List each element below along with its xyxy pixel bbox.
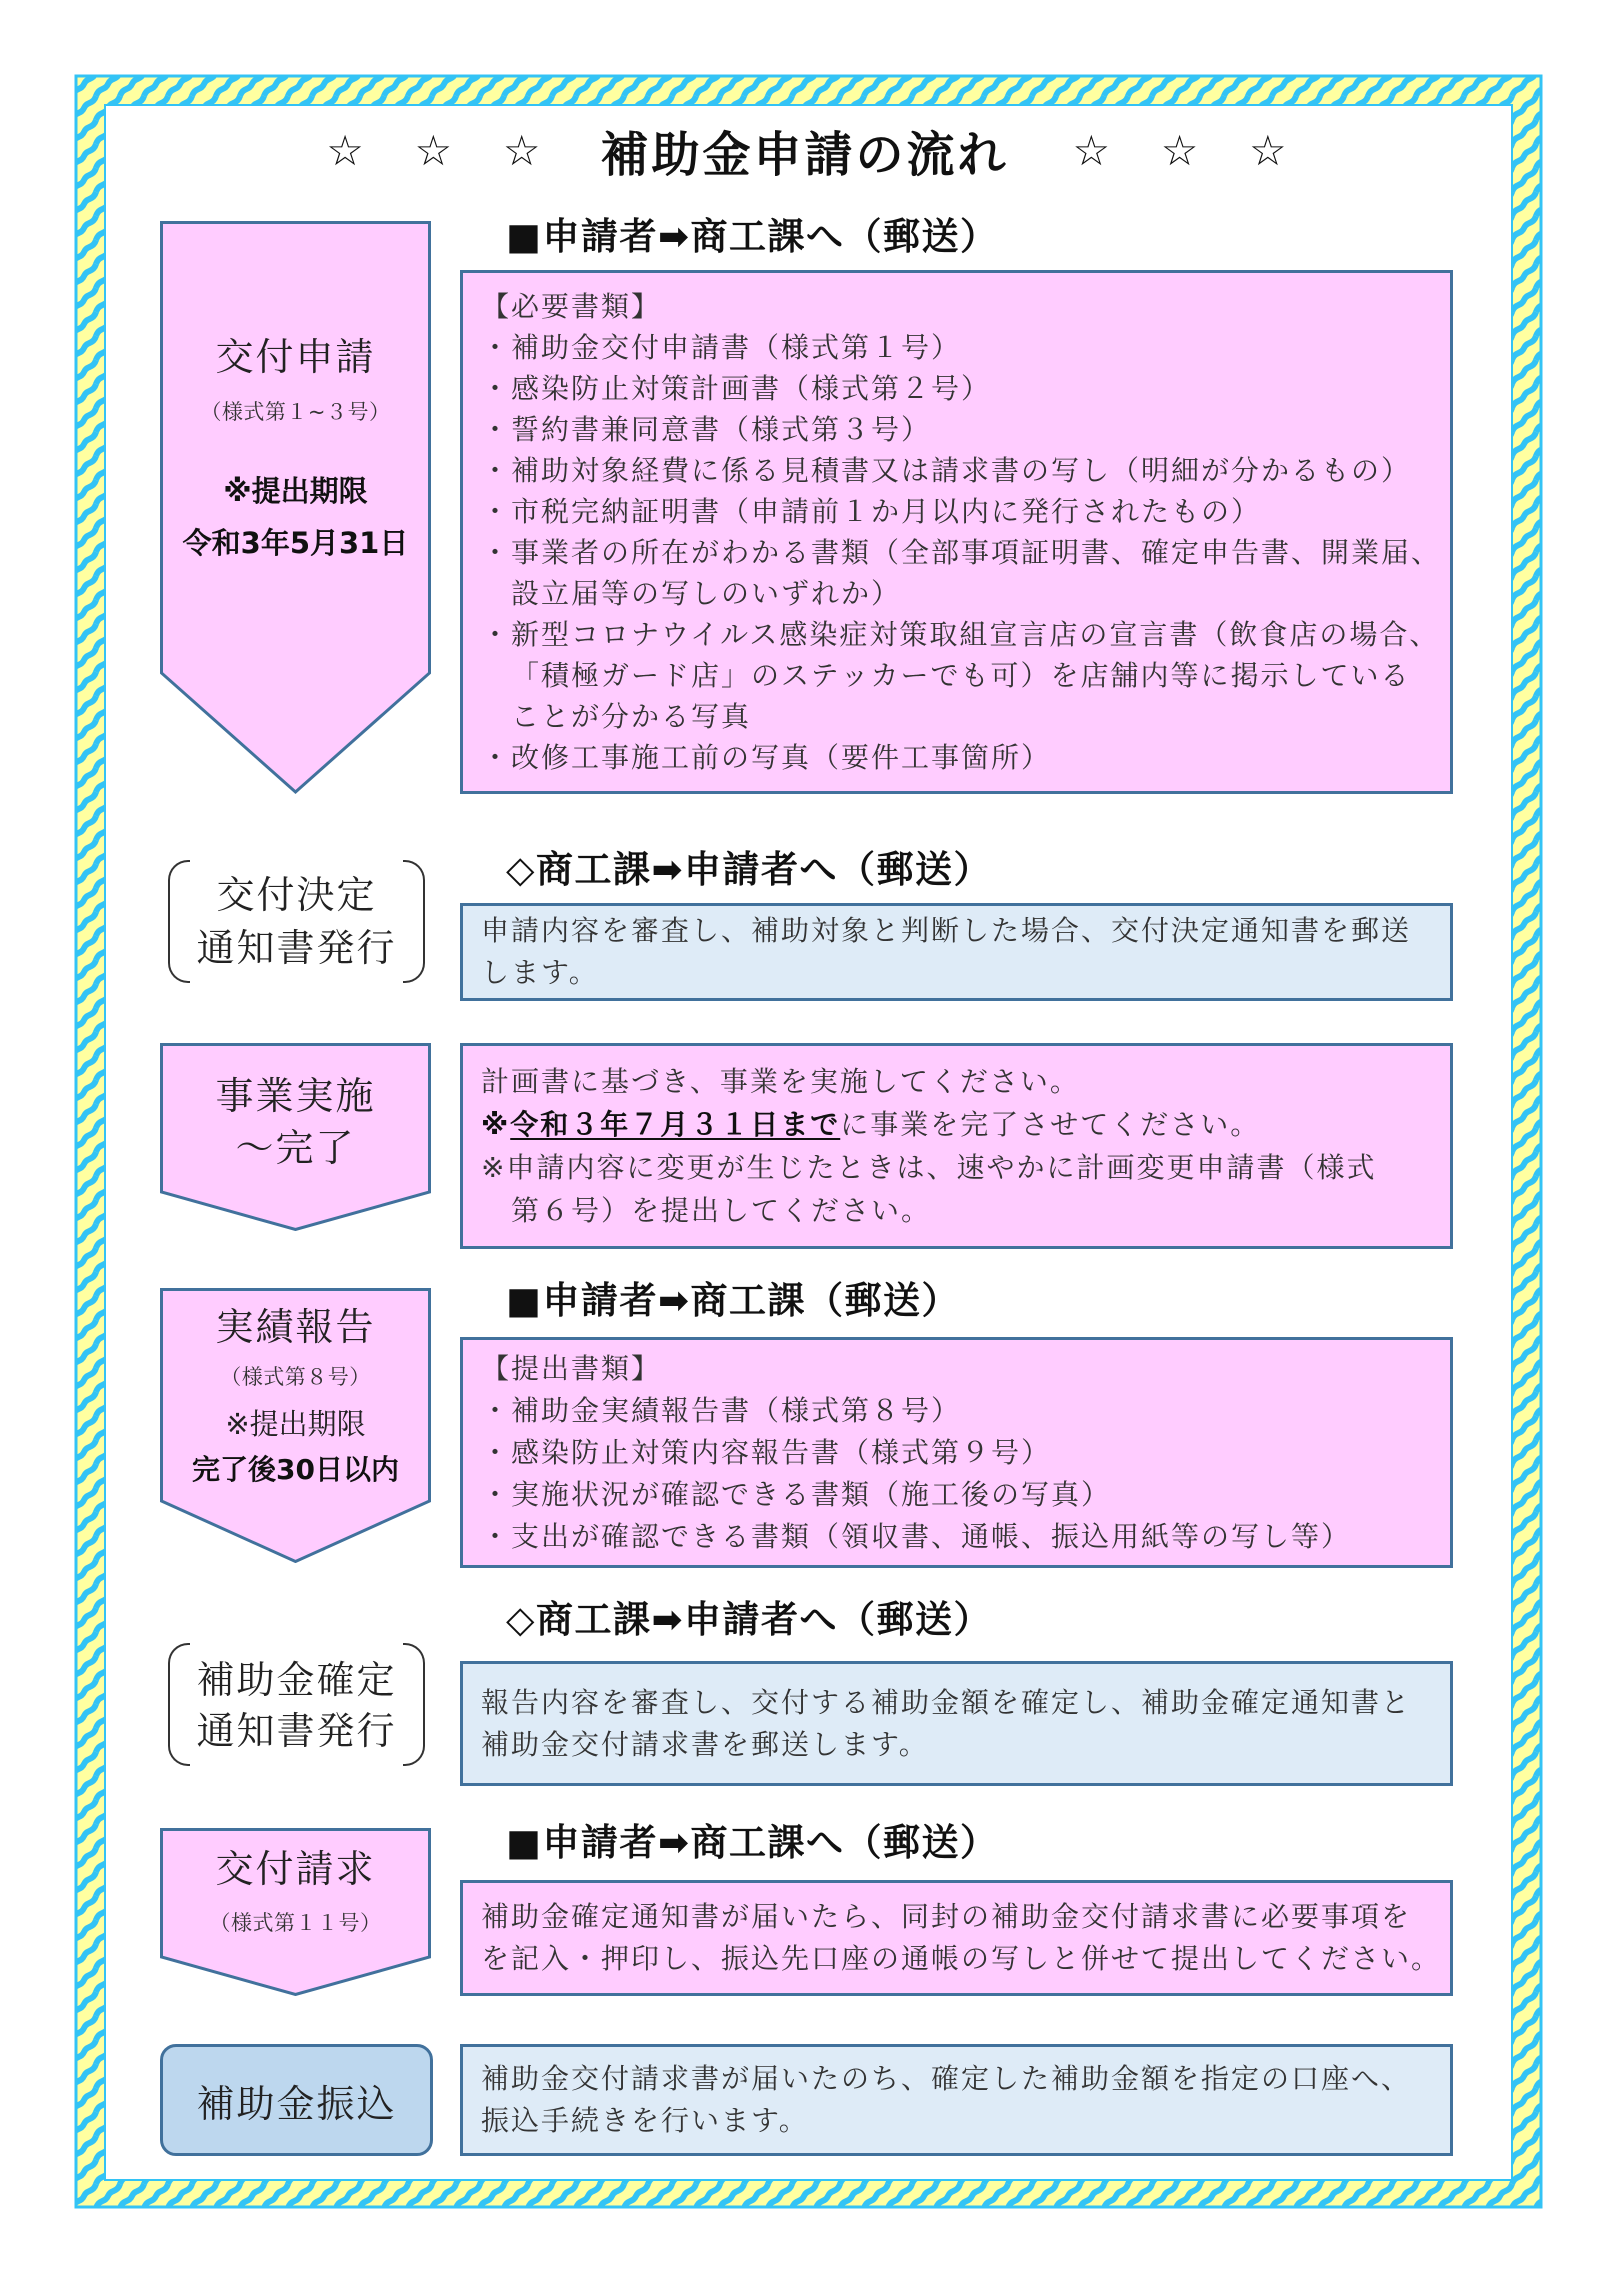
description-line: 計画書に基づき、事業を実施してください。 [481, 1065, 1080, 1098]
deadline-date: 令和3年5月31日 [182, 526, 409, 560]
step-label: 実績報告 [215, 1305, 376, 1349]
deadline-label: ※提出期限 [225, 1407, 366, 1441]
list-item: ・誓約書兼同意書（様式第３号） [481, 413, 932, 446]
list-item: ・感染防止対策内容報告書（様式第９号） [481, 1435, 1052, 1469]
completion-deadline-date: 令和３年７月３１日まで [510, 1108, 841, 1141]
description-line: ※申請内容に変更が生じたときは、速やかに計画変更申請書（様式 [481, 1151, 1377, 1184]
list-item-continuation: ことが分かる写真 [511, 700, 752, 733]
box-header: 【提出書類】 [481, 1351, 662, 1385]
step-label: 交付請求 [215, 1847, 376, 1891]
step-subsidy-transfer [160, 2044, 433, 2156]
step-label-line: 補助金確定 [196, 1658, 397, 1702]
step-grant-decision-notice [168, 860, 425, 983]
step-label: 交付申請 [215, 335, 376, 379]
description-line: します。 [481, 956, 599, 989]
star-decoration-left: ☆ ☆ ☆ [326, 125, 541, 175]
step-form-number: （様式第１１号） [209, 1911, 382, 1935]
list-item: ・補助金実績報告書（様式第８号） [481, 1393, 962, 1427]
step-label-line: 事業実施 [215, 1074, 376, 1118]
list-item: ・実施状況が確認できる書類（施工後の写真） [481, 1477, 1112, 1511]
step-performance-report-arrow [160, 1288, 431, 1563]
step-grant-application-arrow [160, 221, 431, 794]
list-item: ・事業者の所在がわかる書類（全部事項証明書、確定申告書、開業届、 [481, 536, 1442, 569]
description-line: 補助金交付請求書が届いたのち、確定した補助金額を指定の口座へ、 [481, 2062, 1412, 2095]
list-item: ・感染防止対策計画書（様式第２号） [481, 372, 992, 405]
deadline-date: 完了後30日以内 [192, 1453, 399, 1486]
step-label-line: 通知書発行 [196, 926, 397, 970]
list-item: ・改修工事施工前の写真（要件工事箇所） [481, 741, 1052, 774]
description-line: 補助金交付請求書を郵送します。 [481, 1727, 929, 1761]
list-item-continuation: 「積極ガード店」のステッカーでも可）を店舗内等に掲示している [511, 659, 1411, 692]
description-line: 補助金確定通知書が届いたら、同封の補助金交付請求書に必要事項を [481, 1900, 1412, 1933]
step-payment-request-arrow [160, 1828, 431, 1996]
description-line: 報告内容を審査し、交付する補助金額を確定し、補助金確定通知書と [481, 1685, 1412, 1719]
direction-heading: ◇商工課➡申請者へ（郵送） [506, 1598, 992, 1641]
payment-request-description-box [460, 1880, 1453, 1996]
step-subsidy-confirmation-notice [168, 1643, 425, 1766]
step-label: 補助金振込 [196, 2081, 397, 2126]
description-line-continuation: 第６号）を提出してください。 [511, 1194, 932, 1227]
step-form-number: （様式第１~３号） [200, 400, 391, 424]
description-line: 申請内容を審査し、補助対象と判断した場合、交付決定通知書を郵送 [481, 914, 1412, 947]
list-item: ・支出が確認できる書類（領収書、通帳、振込用紙等の写し等） [481, 1519, 1352, 1553]
description-line: 振込手続きを行います。 [481, 2104, 809, 2137]
list-item: ・補助金交付申請書（様式第１号） [481, 331, 962, 364]
box-header: 【必要書類】 [481, 290, 662, 323]
step-label-line: 通知書発行 [196, 1709, 397, 1753]
list-item: ・新型コロナウイルス感染症対策取組宣言店の宣言書（飲食店の場合、 [481, 618, 1440, 651]
step-label-line: ～完了 [235, 1126, 356, 1170]
transfer-description-box [460, 2044, 1453, 2156]
direction-heading: ◇商工課➡申請者へ（郵送） [506, 848, 992, 891]
description-line: を記入・押印し、振込先口座の通帳の写しと併せて提出してください。 [481, 1942, 1442, 1975]
direction-heading: ■申請者➡商工課へ（郵送） [506, 1821, 999, 1864]
note-mark: ※ [481, 1108, 511, 1141]
list-item: ・市税完納証明書（申請前１か月以内に発行されたもの） [481, 495, 1262, 528]
step-project-implementation-arrow [160, 1043, 431, 1231]
direction-heading: ■申請者➡商工課へ（郵送） [506, 215, 999, 258]
title-text: 補助金申請の流れ [600, 126, 1009, 183]
implementation-notes-box [460, 1043, 1453, 1249]
list-item-continuation: 設立届等の写しのいずれか） [511, 577, 902, 610]
step-form-number: （様式第８号） [220, 1365, 371, 1389]
submission-documents-box [460, 1337, 1453, 1568]
completion-deadline-notice [481, 1103, 1446, 1146]
page-title [0, 118, 1613, 182]
deadline-label: ※提出期限 [223, 474, 368, 508]
decision-description-box [460, 903, 1453, 1001]
list-item: ・補助対象経費に係る見積書又は請求書の写し（明細が分かるもの） [481, 454, 1412, 487]
confirmation-description-box [460, 1661, 1453, 1786]
star-decoration-right: ☆ ☆ ☆ [1072, 125, 1287, 175]
direction-heading: ■申請者➡商工課（郵送） [506, 1279, 960, 1322]
notice-text: に事業を完了させてください。 [840, 1108, 1261, 1141]
required-documents-box [460, 270, 1453, 794]
step-label-line: 交付決定 [216, 873, 377, 917]
